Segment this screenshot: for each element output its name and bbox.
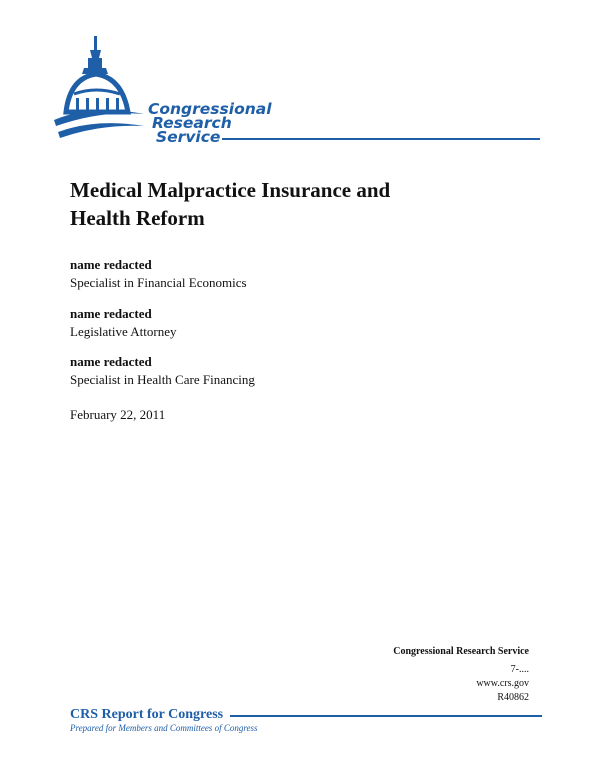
author-block [70, 353, 255, 389]
logo-divider [222, 138, 540, 140]
crs-org-name: Congressional Research Service [393, 646, 529, 657]
crs-website-link[interactable]: www.crs.gov [476, 678, 529, 689]
report-date: February 22, 2011 [70, 407, 166, 422]
report-title-line-2: Health Reform [70, 206, 205, 230]
footer-report-label: CRS Report for Congress [70, 707, 224, 722]
author-name: name redacted [70, 354, 152, 369]
author-role: Specialist in Financial Economics [70, 275, 247, 290]
report-title-line-1: Medical Malpractice Insurance and [70, 178, 391, 202]
footer-divider [230, 715, 542, 717]
author-block [70, 256, 247, 292]
author-role: Specialist in Health Care Financing [70, 372, 255, 387]
logo-text-congressional: Congressional [148, 100, 272, 118]
footer-subtitle: Prepared for Members and Committees of Congress [70, 723, 258, 733]
report-title [70, 176, 490, 232]
logo-text-research: Research [152, 114, 232, 132]
crs-contact-info [393, 645, 529, 705]
crs-phone: 7-.... [510, 664, 529, 675]
crs-report-number: R40862 [497, 692, 529, 703]
logo-text-service: Service [156, 128, 221, 146]
author-block [70, 305, 177, 341]
author-name: name redacted [70, 257, 152, 272]
author-name: name redacted [70, 306, 152, 321]
author-role: Legislative Attorney [70, 324, 177, 339]
